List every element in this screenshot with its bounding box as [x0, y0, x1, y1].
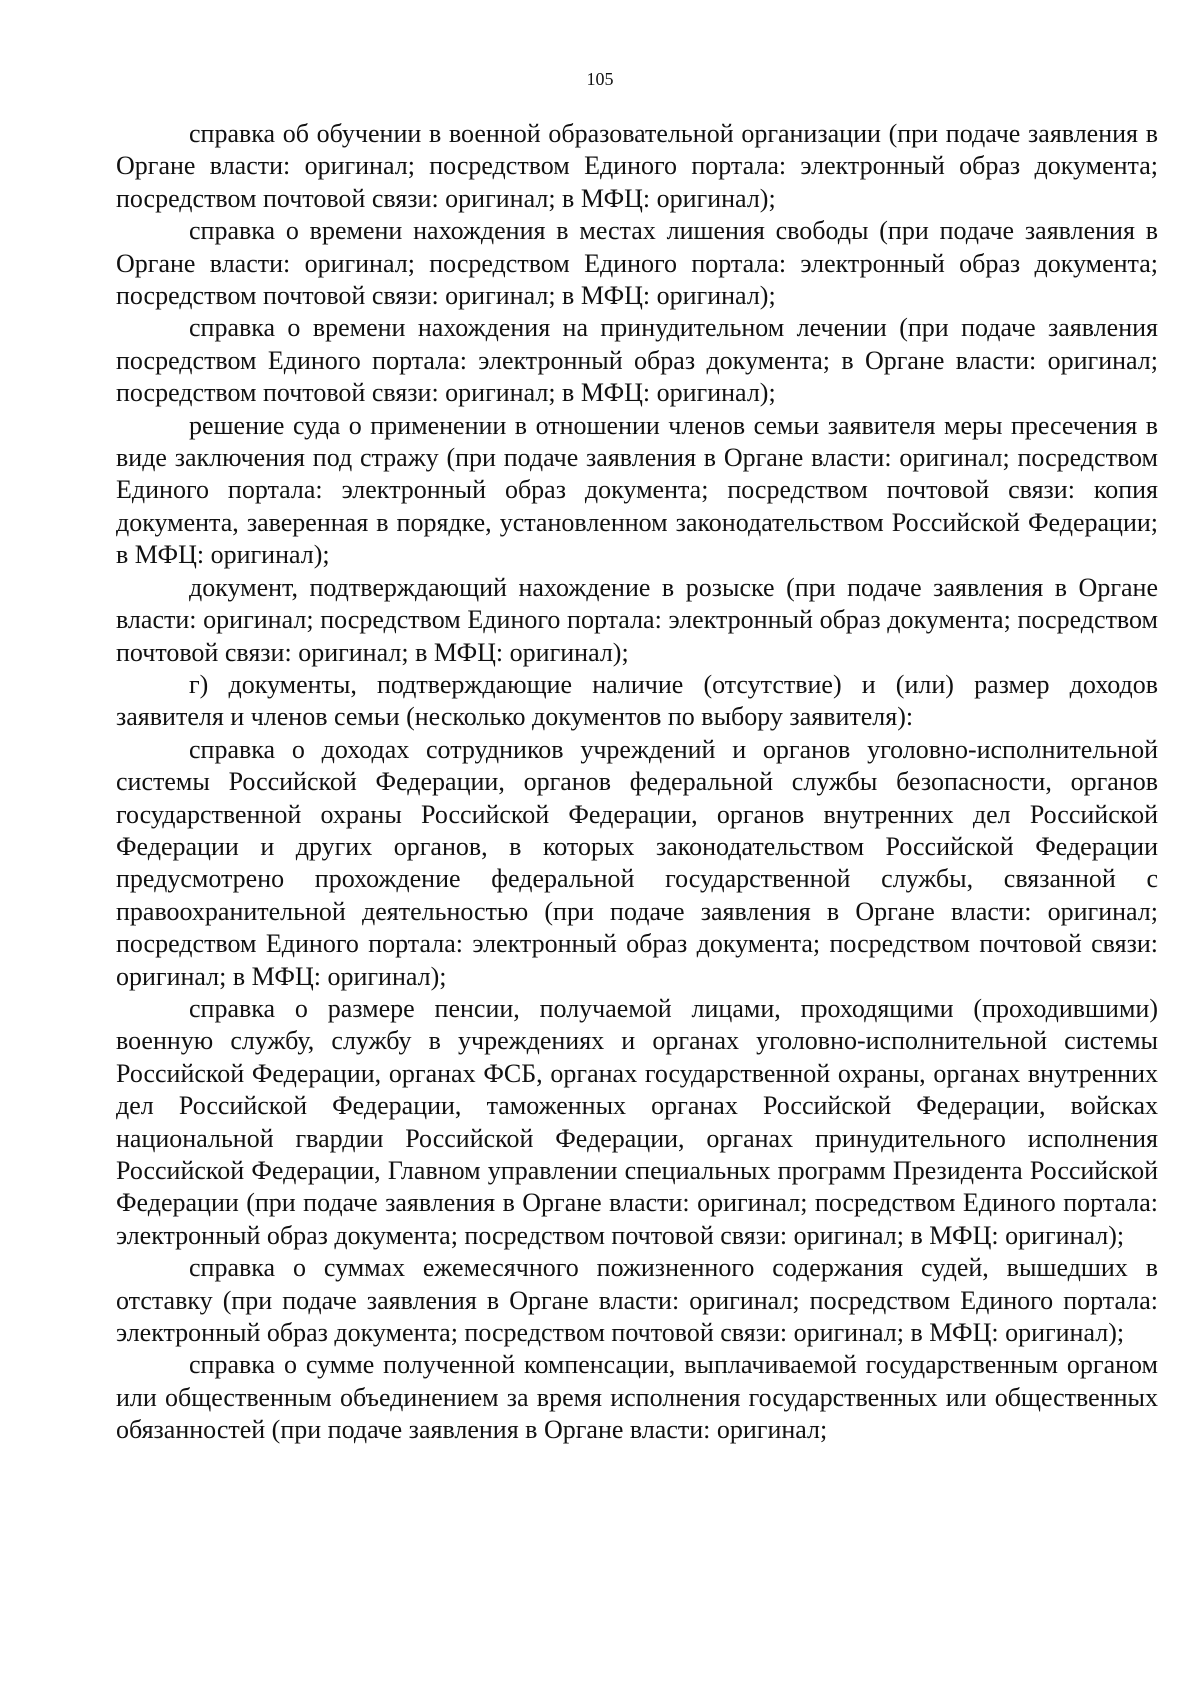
paragraph-employee-income: справка о доходах сотрудников учреждений и органов уголовно-исполнительной системы Российской Федерации, органов федеральной службы безопасности, органов государственной охраны Российской Федерации, органов внутренних дел Российской Федерации и других органов, в которых законодательством Российской Федерации предусмотрено прохождение федеральной государственной службы, связанной с правоохранительной деятельностью (при подаче заявления в Органе власти: оригинал; посредством Единого портала: электронный образ документа; посредством почтовой связи: оригинал; в МФЦ: оригинал);: [116, 734, 1158, 991]
paragraph-pension-size: справка о размере пенсии, получаемой лицами, проходящими (проходившими) военную службу, службу в учреждениях и органах уголовно-исполнительной системы Российской Федерации, органах ФСБ, органах государственной охраны, органах внутренних дел Российской Федерации, таможенных органах Российской Федерации, войсках национальной гвардии Российской Федерации, органах принудительного исполнения Российской Федерации, Главном управлении специальных программ Президента Российской Федерации (при подаче заявления в Органе власти: оригинал; посредством Единого портала: электронный образ документа; посредством почтовой связи: оригинал; в МФЦ: оригинал);: [116, 993, 1158, 1250]
paragraph-judges-allowance: справка о суммах ежемесячного пожизненного содержания судей, вышедших в отставку (при подаче заявления в Органе власти: оригинал; посредством Единого портала: электронный образ документа; посредством почтовой связи: оригинал; в МФЦ: оригинал);: [116, 1253, 1158, 1348]
paragraph-wanted-status: документ, подтверждающий нахождение в розыске (при подаче заявления в Органе власти: оригинал; посредством Единого портала: электронный образ документа; посредством почтовой связи: оригинал; в МФЦ: оригинал);: [116, 572, 1158, 667]
paragraph-imprisonment-time: справка о времени нахождения в местах лишения свободы (при подаче заявления в Органе власти: оригинал; посредством Единого портала: электронный образ документа; посредством почтовой связи: оригинал; в МФЦ: оригинал);: [116, 216, 1158, 311]
paragraph-compulsory-treatment: справка о времени нахождения на принудительном лечении (при подаче заявления посредством Единого портала: электронный образ документа; в Органе власти: оригинал; посредством почтовой связи: оригинал; в МФЦ: оригинал);: [116, 313, 1158, 408]
paragraph-court-decision: решение суда о применении в отношении членов семьи заявителя меры пресечения в виде заключения под стражу (при подаче заявления в Органе власти: оригинал; посредством Единого портала: электронный образ документа; посредством почтовой связи: копия документа, заверенная в порядке, установленном законодательством Российской Федерации; в МФЦ: оригинал);: [116, 410, 1158, 570]
paragraph-income-documents: г) документы, подтверждающие наличие (отсутствие) и (или) размер доходов заявителя и членов семьи (несколько документов по выбору заявителя):: [116, 669, 1158, 732]
document-body: [116, 118, 1158, 1447]
paragraph-compensation: справка о сумме полученной компенсации, выплачиваемой государственным органом или общественным объединением за время исполнения государственных или общественных обязанностей (при подаче заявления в Органе власти: оригинал;: [116, 1350, 1158, 1445]
paragraph-military-education: справка об обучении в военной образовательной организации (при подаче заявления в Органе власти: оригинал; посредством Единого портала: электронный образ документа; посредством почтовой связи: оригинал; в МФЦ: оригинал);: [116, 119, 1158, 213]
page-number: 105: [586, 69, 614, 89]
